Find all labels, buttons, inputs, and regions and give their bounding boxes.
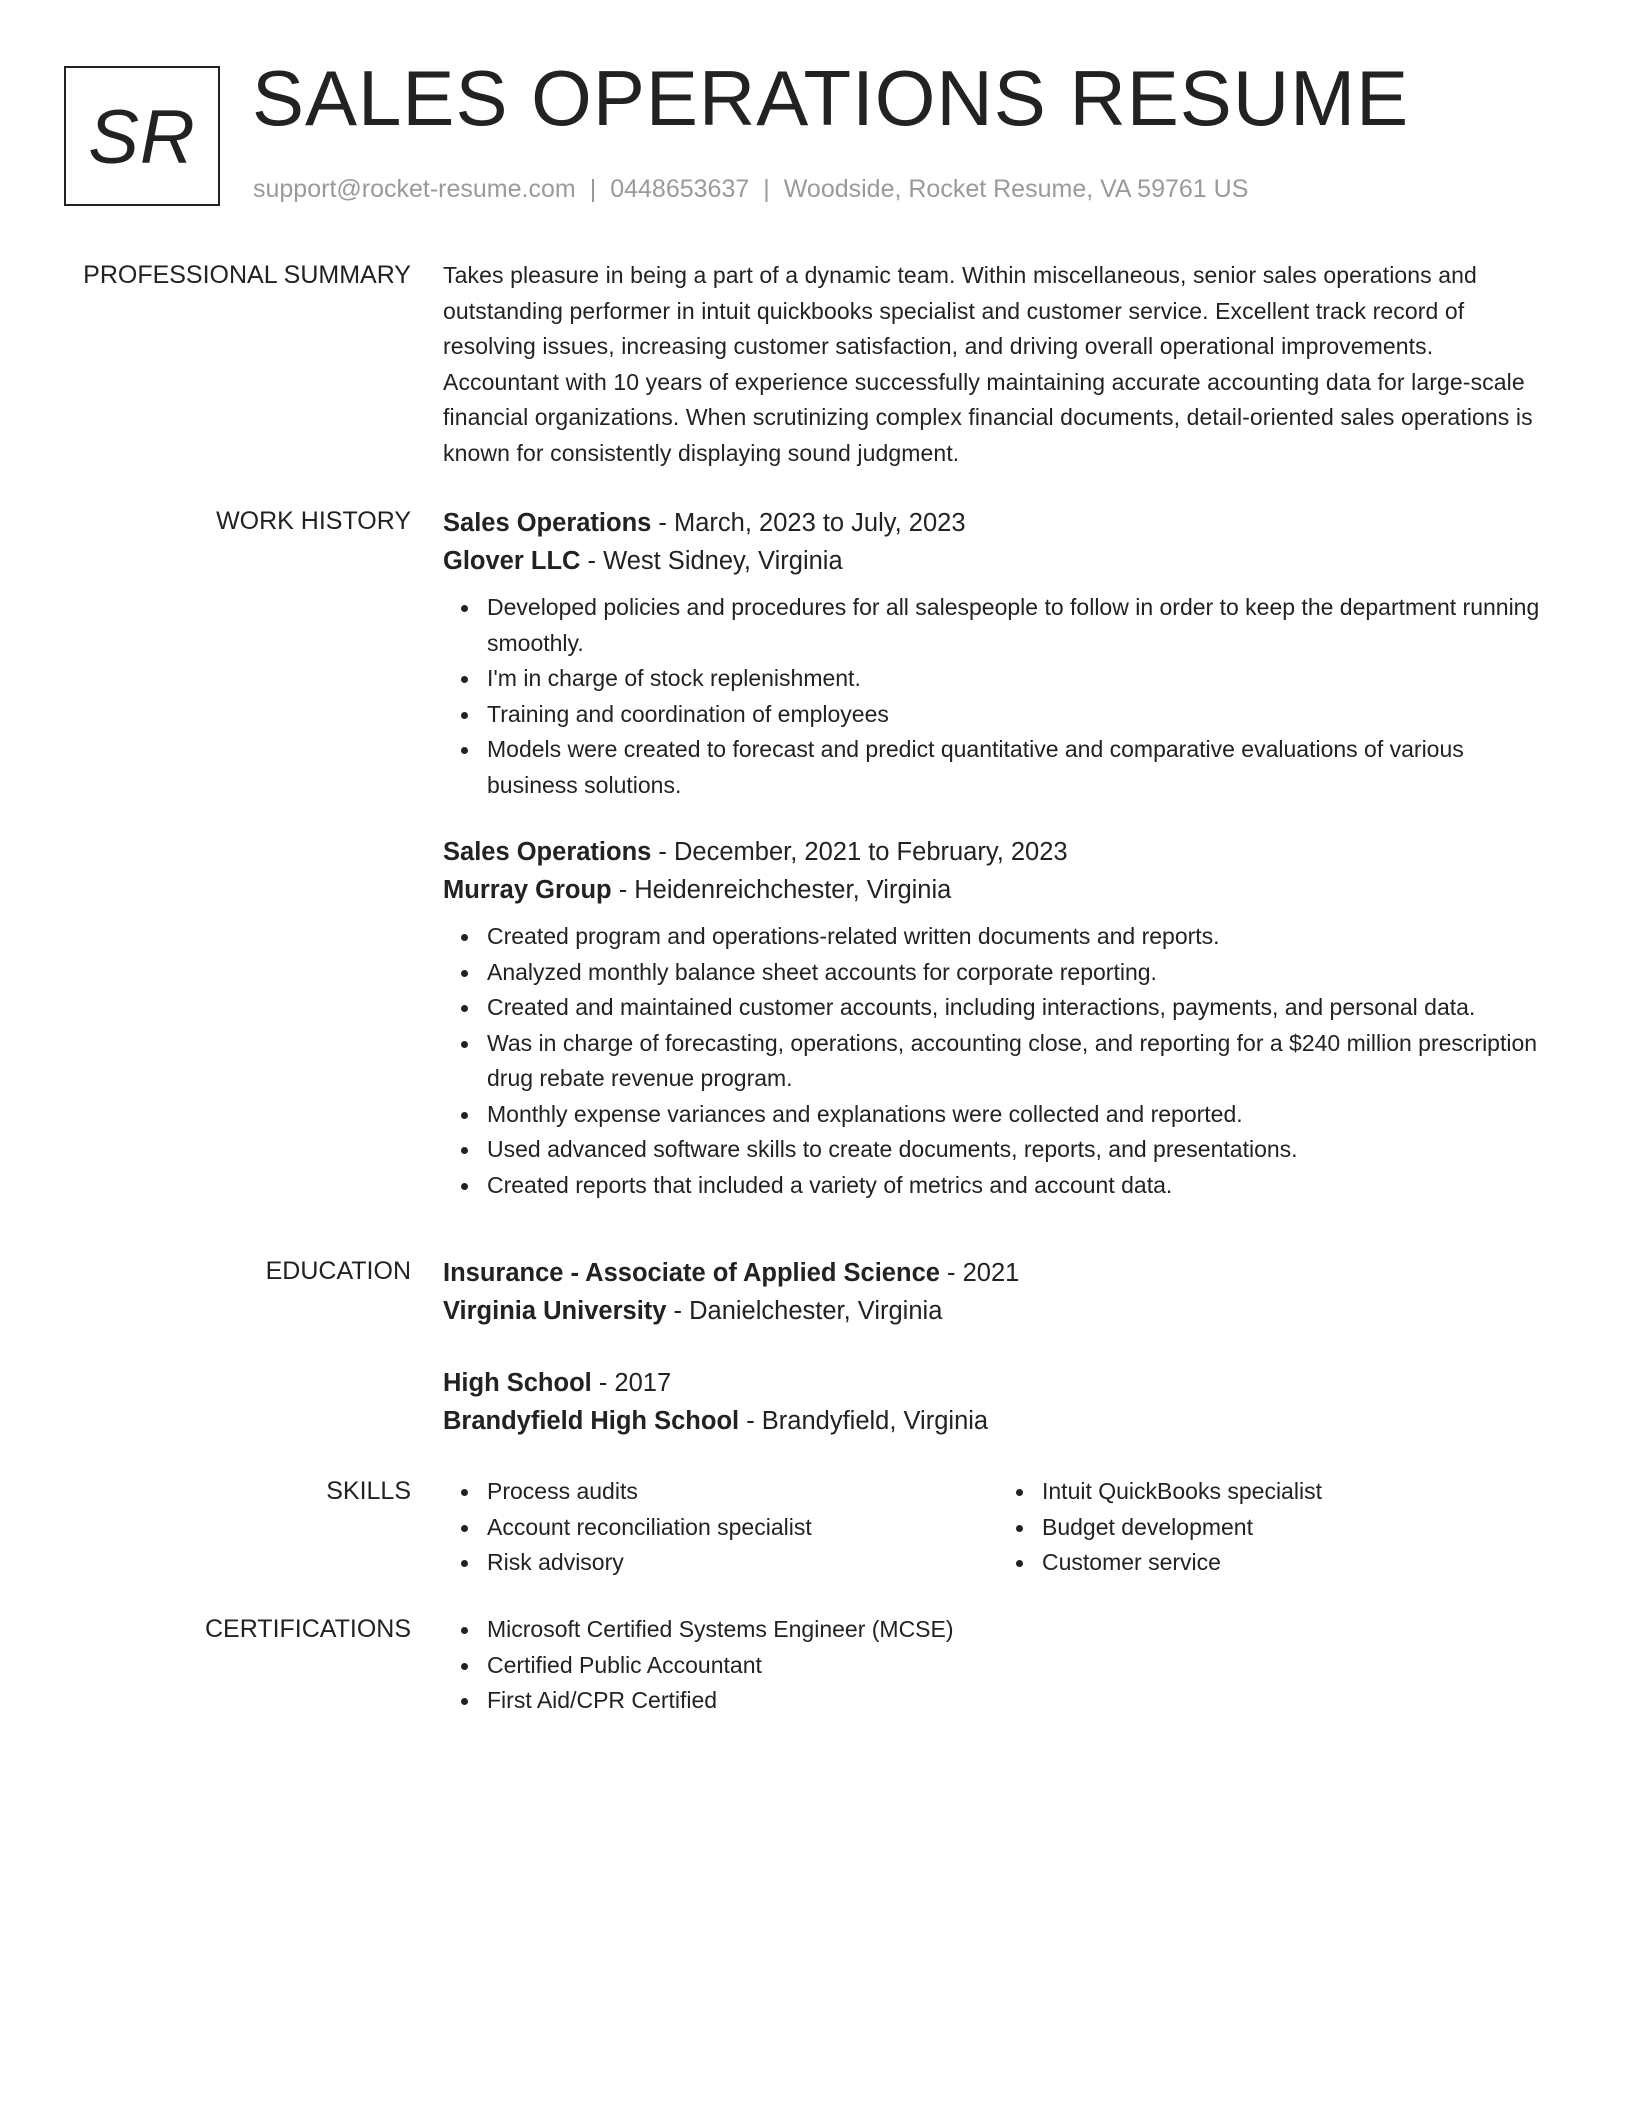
education-degree-line: [443, 1254, 1553, 1292]
list-item: Created and maintained customer accounts, including interactions, payments, and personal data.: [487, 990, 1553, 1026]
job-title: Sales Operations: [443, 838, 652, 866]
skills-list-right: [998, 1474, 1553, 1581]
job-bullets: [443, 590, 1553, 803]
job-dates: - March, 2023 to July, 2023: [651, 509, 966, 537]
education-school: Brandyfield High School: [443, 1407, 740, 1435]
contact-separator: |: [589, 175, 597, 203]
education-year: - 2021: [939, 1259, 1020, 1287]
certifications-list: [443, 1612, 1553, 1719]
list-item: Microsoft Certified Systems Engineer (MCSE): [487, 1612, 1553, 1648]
monogram-box: [64, 66, 220, 206]
job-title-line: [443, 833, 1553, 871]
list-item: Used advanced software skills to create documents, reports, and presentations.: [487, 1132, 1553, 1168]
list-item: Customer service: [1042, 1545, 1553, 1581]
job-title-line: [443, 504, 1553, 542]
list-item: Created reports that included a variety of metrics and account data.: [487, 1168, 1553, 1204]
contact-phone[interactable]: 0448653637: [610, 175, 750, 203]
list-item: Monthly expense variances and explanations were collected and reported.: [487, 1097, 1553, 1133]
contact-line: [253, 174, 1248, 204]
resume-title: SALES OPERATIONS RESUME: [252, 54, 1410, 142]
job-entry: [443, 504, 1553, 803]
education-degree: Insurance - Associate of Applied Science: [443, 1259, 940, 1287]
job-company-line: [443, 542, 1553, 580]
job-company: Murray Group: [443, 876, 612, 904]
education-body: [443, 1254, 1553, 1440]
education-degree-line: [443, 1364, 1553, 1402]
list-item: Developed policies and procedures for all salespeople to follow in order to keep the department running smoothly.: [487, 590, 1553, 661]
list-item: Budget development: [1042, 1510, 1553, 1546]
education-location: - Brandyfield, Virginia: [739, 1407, 989, 1435]
list-item: Was in charge of forecasting, operations, accounting close, and reporting for a $240 million prescription drug rebate revenue program.: [487, 1026, 1553, 1097]
education-year: - 2017: [591, 1369, 672, 1397]
section-label-skills: SKILLS: [326, 1477, 411, 1505]
education-location: - Danielchester, Virginia: [666, 1297, 943, 1325]
skills-body: [443, 1474, 1553, 1581]
section-label-certifications: CERTIFICATIONS: [204, 1615, 411, 1643]
list-item: Created program and operations-related written documents and reports.: [487, 919, 1553, 955]
list-item: Models were created to forecast and predict quantitative and comparative evaluations of various business solutions.: [487, 732, 1553, 803]
list-item: Process audits: [487, 1474, 998, 1510]
monogram-initials: SR: [88, 95, 196, 180]
section-label-work-history: WORK HISTORY: [216, 507, 411, 535]
job-bullets: [443, 919, 1553, 1203]
summary-body: [443, 258, 1553, 471]
section-label-summary: PROFESSIONAL SUMMARY: [83, 261, 411, 289]
certifications-body: [443, 1612, 1553, 1719]
list-item: Certified Public Accountant: [487, 1648, 1553, 1684]
summary-text: Takes pleasure in being a part of a dynamic team. Within miscellaneous, senior sales operations and outstanding performer in intuit quickbooks specialist and customer service. Excellent track record of resolving issues, increasing customer satisfaction, and driving overall operational improvements. Accountant with 10 years of experience successfully maintaining accurate accounting data for large-scale financial organizations. When scrutinizing complex financial documents, detail-oriented sales operations is known for consistently displaying sound judgment.: [443, 262, 1533, 466]
list-item: First Aid/CPR Certified: [487, 1683, 1553, 1719]
contact-separator: |: [763, 175, 770, 203]
education-school-line: [443, 1402, 1553, 1440]
job-entry: [443, 833, 1553, 1203]
job-title: Sales Operations: [443, 509, 652, 537]
list-item: Risk advisory: [487, 1545, 998, 1581]
education-school-line: [443, 1292, 1553, 1330]
list-item: Analyzed monthly balance sheet accounts for corporate reporting.: [487, 955, 1553, 991]
list-item: Intuit QuickBooks specialist: [1042, 1474, 1553, 1510]
job-company-line: [443, 871, 1553, 909]
skills-list-left: [443, 1474, 998, 1581]
list-item: Account reconciliation specialist: [487, 1510, 998, 1546]
education-school: Virginia University: [443, 1297, 667, 1325]
work-history-body: [443, 504, 1553, 1203]
list-item: Training and coordination of employees: [487, 697, 1553, 733]
job-location: - West Sidney, Virginia: [580, 547, 843, 575]
job-company: Glover LLC: [443, 547, 581, 575]
education-degree: High School: [443, 1369, 592, 1397]
section-label-education: EDUCATION: [265, 1257, 411, 1285]
contact-address: Woodside, Rocket Resume, VA 59761 US: [783, 175, 1249, 203]
job-dates: - December, 2021 to February, 2023: [651, 838, 1068, 866]
list-item: I'm in charge of stock replenishment.: [487, 661, 1553, 697]
contact-email[interactable]: support@rocket-resume.com: [253, 175, 576, 203]
skills-grid: [443, 1474, 1553, 1581]
job-location: - Heidenreichchester, Virginia: [611, 876, 952, 904]
